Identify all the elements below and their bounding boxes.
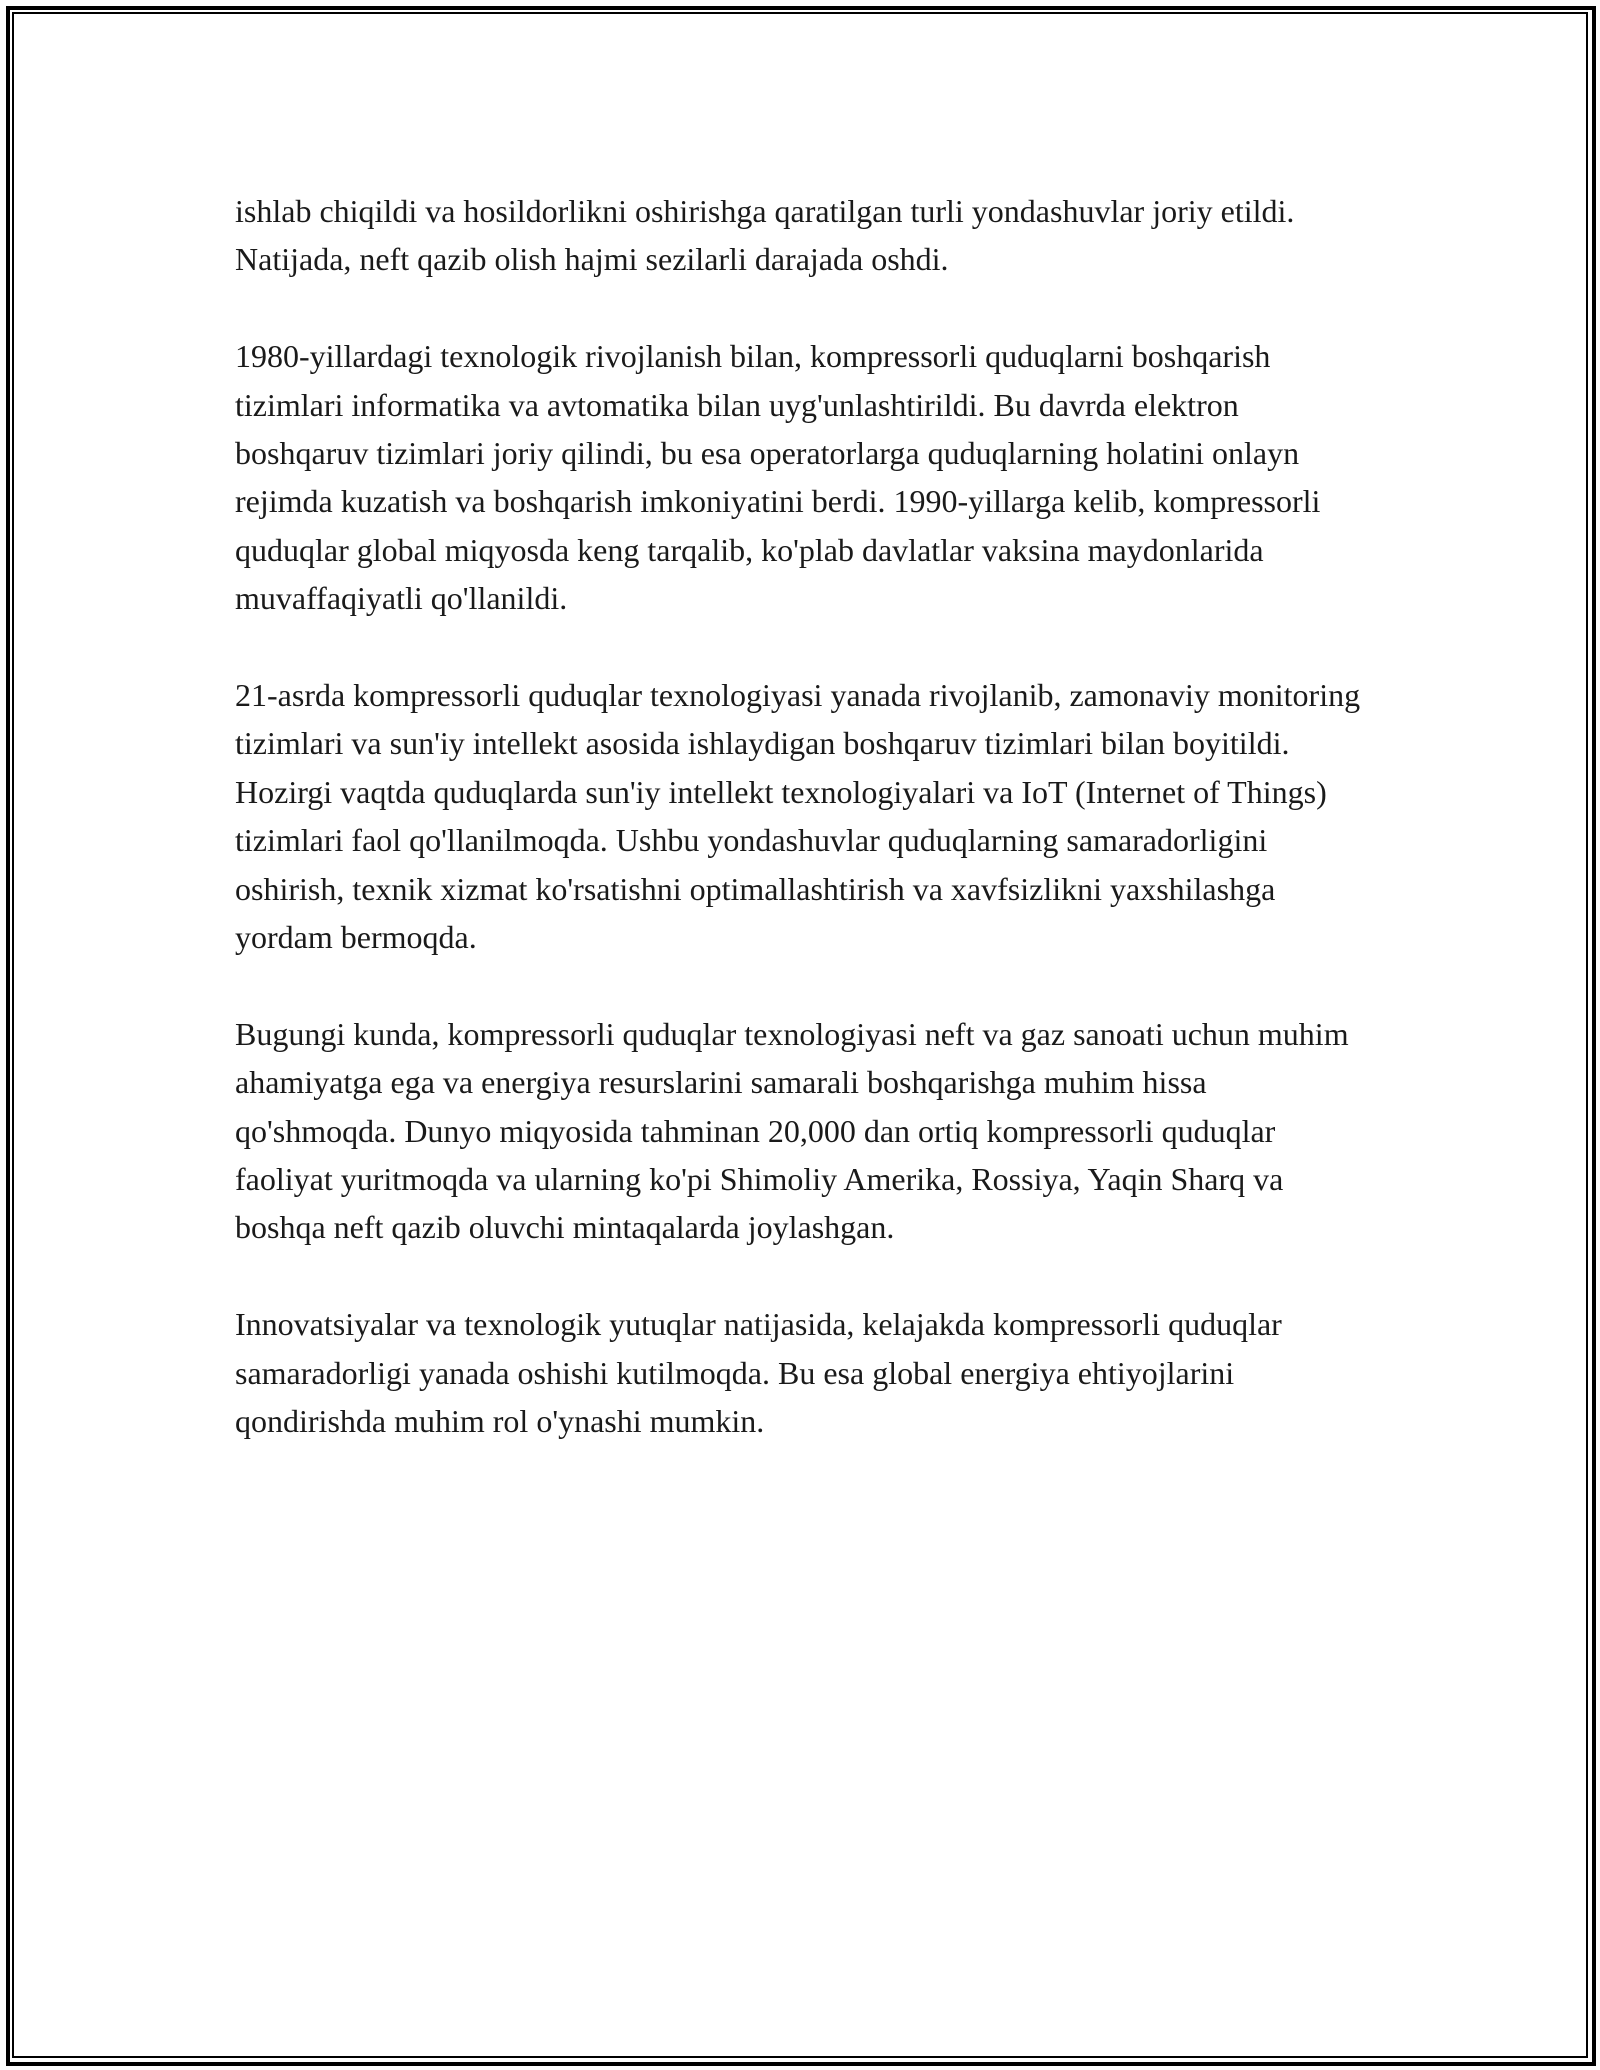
paragraph-2: 1980-yillardagi texnologik rivojlanish bilan, kompressorli quduqlarni boshqarish tizimlari informatika va avtomatika bilan uyg'unlashtirildi. Bu davrda elektron boshqaruv tizimlari joriy qilindi, bu esa operatorlarga quduqlarning holatini onlayn rejimda kuzatish va boshqarish imkoniyatini berdi. 1990-yillarga kelib, kompressorli quduqlar global miqyosda keng tarqalib, ko'plab davlatlar vaksina maydonlarida muvaffaqiyatli qo'llanildi. xyxy=(235,338,1321,617)
paragraph-5: Innovatsiyalar va texnologik yutuqlar natijasida, kelajakda kompressorli quduqlar samaradorligi yanada oshishi kutilmoqda. Bu esa global energiya ehtiyojlarini qondirishda muhim rol o'ynashi mumkin. xyxy=(235,1306,1282,1440)
paragraph-4: Bugungi kunda, kompressorli quduqlar texnologiyasi neft va gaz sanoati uchun muhim ahamiyatga ega va energiya resurslarini samarali boshqarishga muhim hissa qo'shmoqda. Dunyo miqyosida tahminan 20,000 dan ortiq kompressorli quduqlar faoliyat yuritmoqda va ularning ko'pi Shimoliy Amerika, Rossiya, Yaqin Sharq va boshqa neft qazib oluvchi mintaqalarda joylashgan. xyxy=(235,1015,1349,1246)
document-body xyxy=(235,187,1375,1446)
paragraph-1: ishlab chiqildi va hosildorlikni oshirishga qaratilgan turli yondashuvlar joriy etildi. Natijada, neft qazib olish hajmi sezilarli darajada oshdi. xyxy=(235,193,1295,278)
paragraph-3: 21-asrda kompressorli quduqlar texnologiyasi yanada rivojlanib, zamonaviy monitoring tizimlari va sun'iy intellekt asosida ishlaydigan boshqaruv tizimlari bilan boyitildi. Hozirgi vaqtda quduqlarda sun'iy intellekt texnologiyalari va IoT (Internet of Things) tizimlari faol qo'llanilmoqda. Ushbu yondashuvlar quduqlarning samaradorligini oshirish, texnik xizmat ko'rsatishni optimallashtirish va xavfsizlikni yaxshilashga yordam bermoqda. xyxy=(235,677,1361,956)
